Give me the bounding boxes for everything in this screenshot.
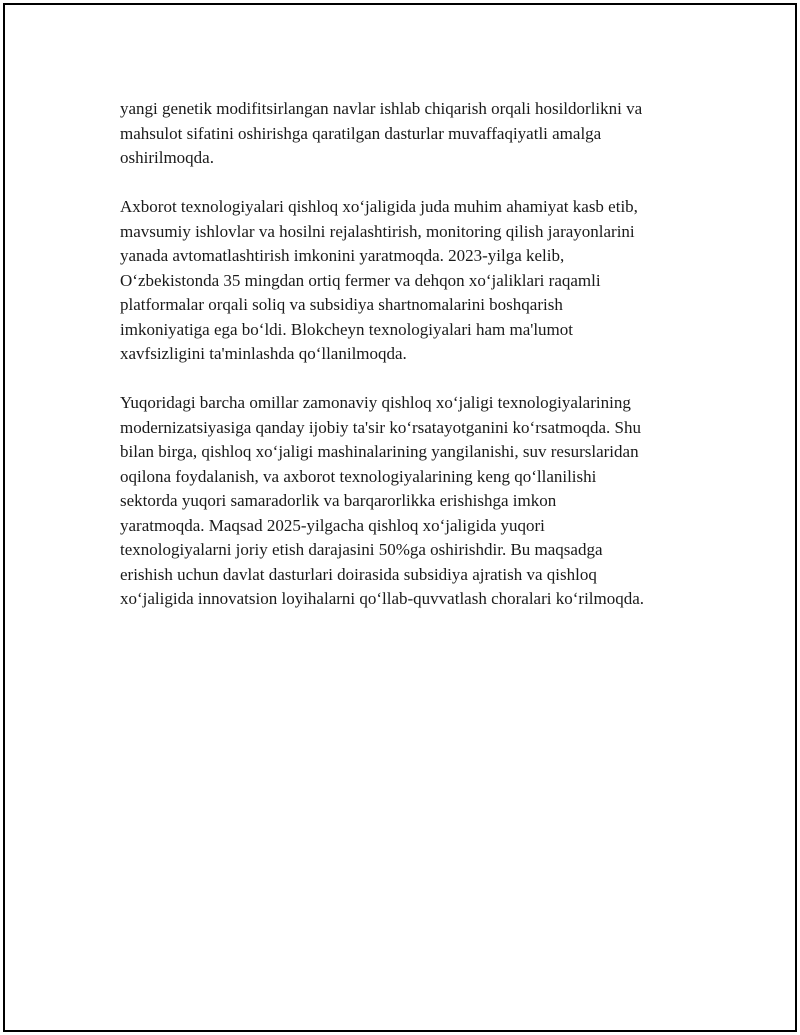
- paragraph-1: yangi genetik modifitsirlangan navlar ishlab chiqarish orqali hosildorlikni va mahsulot sifatini oshirishga qaratilgan dasturlar muvaffaqiyatli amalga oshirilmoqda.: [120, 99, 643, 167]
- paragraph-2: Axborot texnologiyalari qishloq xo‘jaligida juda muhim ahamiyat kasb etib, mavsumiy ishlovlar va hosilni rejalashtirish, monitoring qilish jarayonlarini yanada avtomatlashtirish imkonini yaratmoqda. 2023-yilga kelib, O‘zbekistonda 35 mingdan ortiq fermer va dehqon xo‘jaliklari raqamli platformalar orqali soliq va subsidiya shartnomalarini boshqarish imkoniyatiga ega bo‘ldi. Blokcheyn texnologiyalari ham ma'lumot xavfsizligini ta'minlashda qo‘llanilmoqda.: [120, 197, 638, 363]
- document-body: [120, 97, 695, 612]
- paragraph-3: Yuqoridagi barcha omillar zamonaviy qishloq xo‘jaligi texnologiyalarining modernizatsiyasiga qanday ijobiy ta'sir ko‘rsatayotganini ko‘rsatmoqda. Shu bilan birga, qishloq xo‘jaligi mashinalarining yangilanishi, suv resurslaridan oqilona foydalanish, va axborot texnologiyalarining keng qo‘llanilishi sektorda yuqori samaradorlik va barqarorlikka erishishga imkon yaratmoqda. Maqsad 2025-yilgacha qishloq xo‘jaligida yuqori texnologiyalarni joriy etish darajasini 50%ga oshirishdir. Bu maqsadga erishish uchun davlat dasturlari doirasida subsidiya ajratish va qishloq xo‘jaligida innovatsion loyihalarni qo‘llab-quvvatlash choralari ko‘rilmoqda.: [120, 393, 645, 608]
- document-page: [3, 3, 797, 1032]
